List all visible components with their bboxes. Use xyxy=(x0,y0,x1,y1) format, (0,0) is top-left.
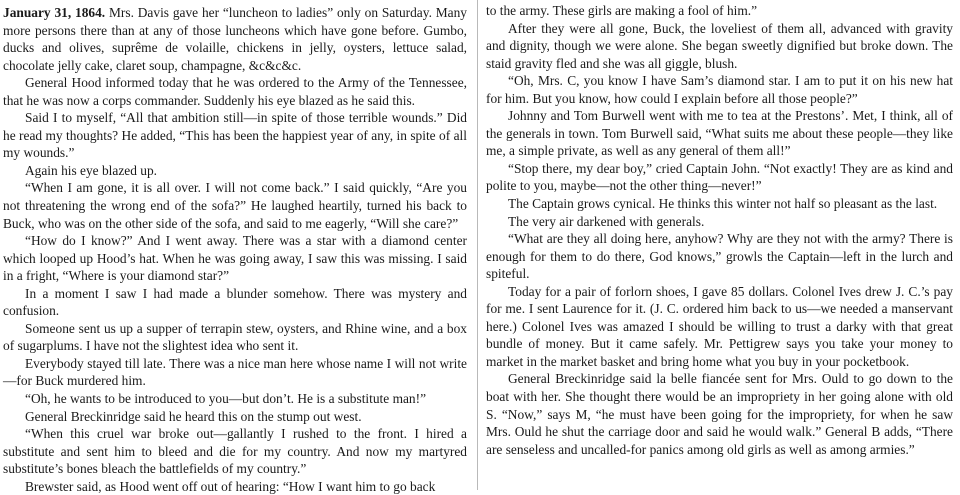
paragraph: After they were all gone, Buck, the loveliest of them all, advanced with gravity and dignity, though we were alone. She began sweetly dignified but broke down. The staid gravity fled and she was all giggle, blush. xyxy=(486,20,953,71)
paragraph: “What are they all doing here, anyhow? Why are they not with the army? There is enough for them to do there, God knows,” growls the Captain—left in the lurch and spiteful. xyxy=(486,231,953,282)
paragraph-luncheon xyxy=(3,4,467,74)
paragraph: Again his eye blazed up. xyxy=(25,162,158,178)
paragraph: “How do I know?” And I went away. There was a star with a diamond center which looped up Hood’s hat. When he was going away, I saw this was missing. I said in a fright, “Where is your diamond star?” xyxy=(3,233,467,284)
paragraph: The very air darkened with generals. xyxy=(508,213,705,229)
paragraph: Someone sent us up a supper of terrapin stew, oysters, and Rhine wine, and a box of sugarplums. I have not the slightest idea who sent it. xyxy=(3,320,467,354)
paragraph: “Oh, Mrs. C, you know I have Sam’s diamond star. I am to put it on his new hat for him. But you know, how could I explain before all those people?” xyxy=(486,73,953,106)
paragraph: The Captain grows cynical. He thinks this winter not half so pleasant as the last. xyxy=(508,196,938,212)
paragraph: Brewster said, as Hood went off out of hearing: “How I want him to go back xyxy=(25,478,436,494)
paragraph: In a moment I saw I had made a blunder somehow. There was mystery and confusion. xyxy=(3,285,467,319)
dateline: January 31, 1864. xyxy=(3,5,106,20)
paragraph: General Breckinridge said he heard this on the stump out west. xyxy=(25,408,362,424)
column-divider xyxy=(477,0,478,490)
paragraph: “Oh, he wants to be introduced to you—but don’t. He is a substitute man!” xyxy=(25,391,427,407)
right-column xyxy=(486,2,953,458)
paragraph: General Hood informed today that he was ordered to the Army of the Tennessee, that he was now a corps commander. Suddenly his eye blazed as he said this. xyxy=(3,75,467,108)
paragraph: Johnny and Tom Burwell went with me to tea at the Prestons’. Met, I think, all of the generals in town. Tom Burwell said, “What suits me about these people—they like me, a simple private, as well as any general of them all!” xyxy=(486,108,953,159)
paragraph: “When I am gone, it is all over. I will not come back.” I said quickly, “Are you not threatening the wrong end of the sofa?” He laughed heartily, turned his back to Buck, who was on the other side of the sofa, and said to me eagerly, “Will she care?” xyxy=(3,180,467,231)
left-column xyxy=(3,4,467,495)
paragraph: Today for a pair of forlorn shoes, I gave 85 dollars. Colonel Ives drew J. C.’s pay for me. I sent Laurence for it. (J. C. ordered him back to us—we needed a manservant here.) Colonel Ives was amazed I should be willing to trust a darky with that great bundle of money. But it came safely. Mr. Pettigrew says you take your money to market in the market basket and bring home what you buy in your pocketbook. xyxy=(486,283,953,369)
paragraph: “Stop there, my dear boy,” cried Captain John. “Not exactly! They are as kind and polite to you, maybe—not the other thing—never!” xyxy=(486,160,953,194)
continuation-line: to the army. These girls are making a fool of him.” xyxy=(486,3,758,18)
paragraph: General Breckinridge said la belle fiancée sent for Mrs. Ould to go down to the boat with her. She thought there would be an impropriety in her going alone with old S. “Now,” says M, “he must have been going for the impropriety, for when he saw Mrs. Ould he shut the carriage door and said he would walk.” General B adds, “There are senseless and uncalled-for panics among old girls as well as among armies.” xyxy=(486,371,953,457)
paragraph-text: Mrs. Davis gave her “luncheon to ladies” only on Saturday. Many more persons there than at any of those luncheons which have gone before. Gumbo, ducks and olives, suprême de volaille, chickens in jelly, oysters, lettuce salad, chocolate jelly cake, claret soup, champagne, &c&c&c. xyxy=(3,5,467,73)
paragraph: Said I to myself, “All that ambition still—in spite of those terrible wounds.” Did he read my thoughts? He added, “This has been the happiest year of any, in spite of all my wounds.” xyxy=(3,110,467,161)
paragraph: “When this cruel war broke out—gallantly I rushed to the front. I hired a substitute and sent him to bleed and die for my country. And now my martyred substitute’s bones bleach the battlefields of my country.” xyxy=(3,426,467,477)
paragraph: Everybody stayed till late. There was a nice man here whose name I will not write—for Buck murdered him. xyxy=(3,355,467,389)
